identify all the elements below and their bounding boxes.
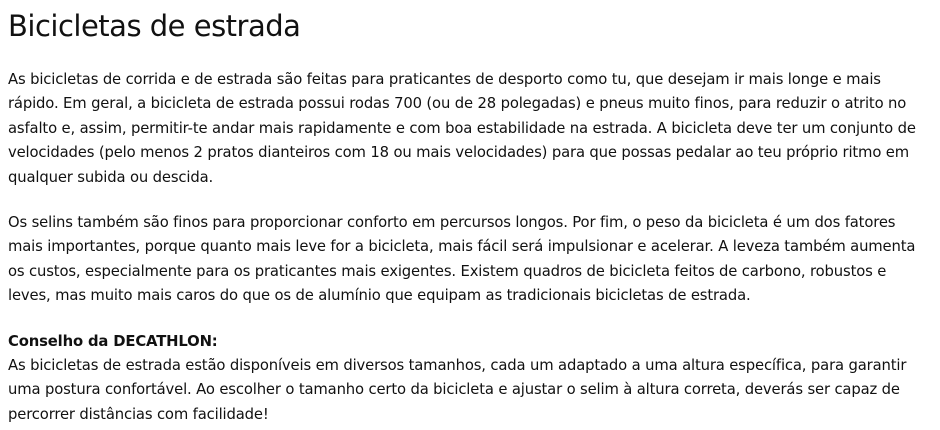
details-paragraph: Os selins também são finos para proporcionar conforto em percursos longos. Por fim, o peso da bicicleta é um dos fatores mais importantes, porque quanto mais leve for a bicicleta, mais fácil será impulsionar e acelerar. A leveza também aumenta os custos, especialmente para os praticantes mais exigentes. Existem quadros de bicicleta feitos de carbono, robustos e leves, mas muito mais caros do que os de alumínio que equipam as tradicionais bicicletas de estrada. xyxy=(8,214,916,305)
page-title: Bicicletas de estrada xyxy=(8,9,301,43)
advice-text: As bicicletas de estrada estão disponíveis em diversos tamanhos, cada um adaptado a uma altura específica, para garantir uma postura confortável. Ao escolher o tamanho certo da bicicleta e ajustar o selim à altura correta, deverás ser capaz de percorrer distâncias com facilidade! xyxy=(8,357,907,423)
advice-section xyxy=(8,330,932,428)
intro-paragraph: As bicicletas de corrida e de estrada são feitas para praticantes de desporto como tu, que desejam ir mais longe e mais rápido. Em geral, a bicicleta de estrada possui rodas 700 (ou de 28 polegadas) e pneus muito finos, para reduzir o atrito no asfalto e, assim, permitir-te andar mais rapidamente e com boa estabilidade na estrada. A bicicleta deve ter um conjunto de velocidades (pelo menos 2 pratos dianteiros com 18 ou mais velocidades) para que possas pedalar ao teu próprio ritmo em qualquer subida ou descida. xyxy=(8,71,916,186)
advice-title: Conselho da DECATHLON: xyxy=(8,332,218,350)
